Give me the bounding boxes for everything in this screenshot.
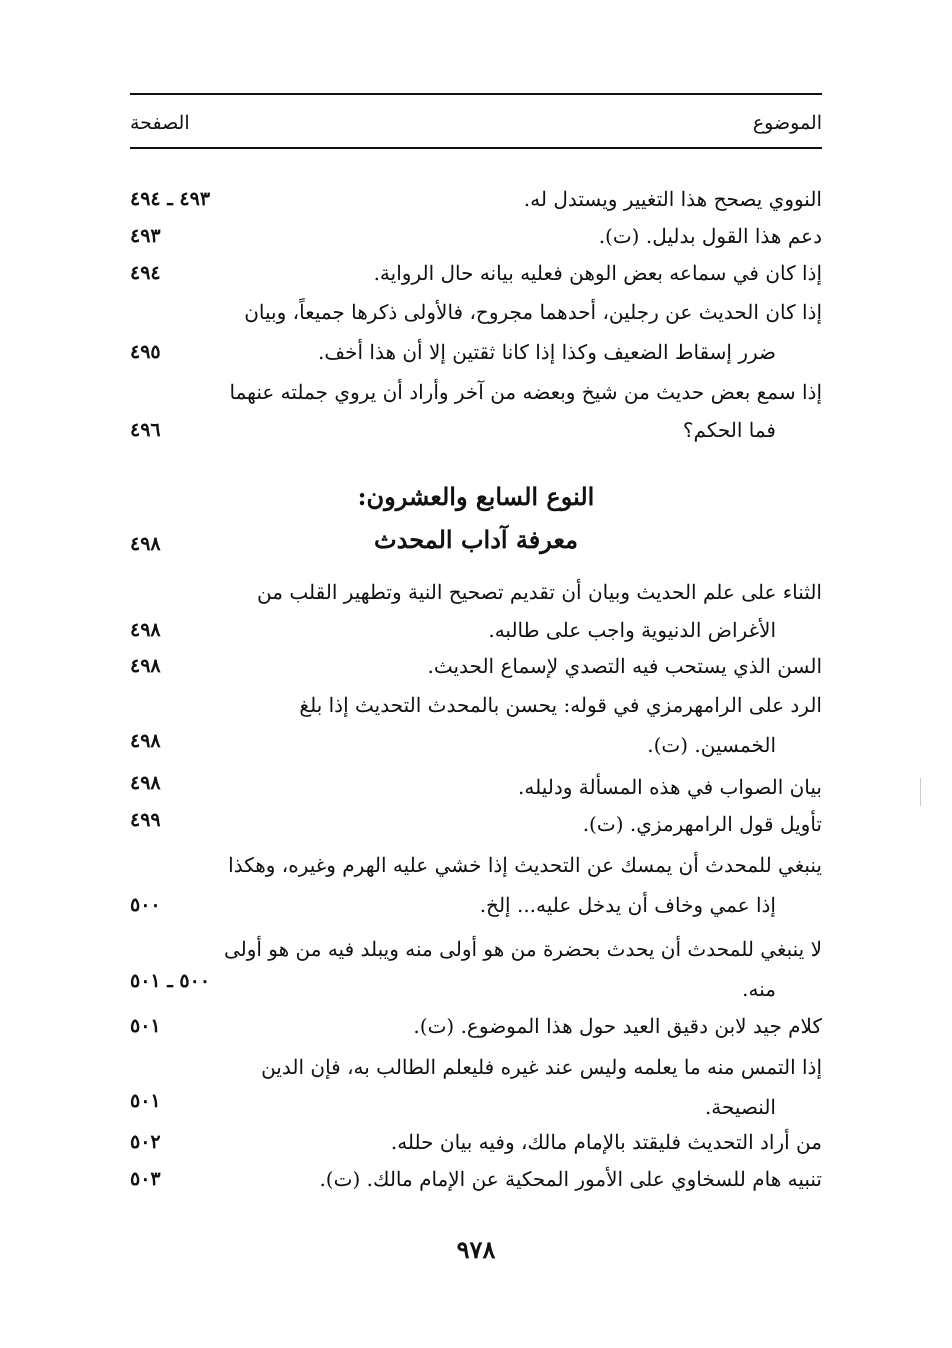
page-column-header: الصفحة — [130, 112, 190, 134]
entry-text-continuation: إذا عمي وخاف أن يدخل عليه... إلخ. — [479, 893, 776, 917]
entry-page-ref: ٥٠٠ — [130, 894, 161, 916]
top-rule — [130, 93, 822, 95]
entry-page-ref: ٤٩٣ — [130, 225, 161, 247]
entry-page-ref: ٤٩٥ — [130, 341, 161, 363]
header-rule — [130, 147, 822, 149]
entry-page-ref: ٤٩٩ — [130, 809, 161, 831]
entry-text: إذا التمس منه ما يعلمه وليس عند غيره فليعلم الطالب به، فإن الدين — [261, 1055, 822, 1079]
section-heading: النوع السابع والعشرون: — [357, 482, 595, 511]
entry-text: ينبغي للمحدث أن يمسك عن التحديث إذا خشي عليه الهرم وغيره، وهكذا — [228, 853, 822, 877]
entry-text: الرد على الرامهرمزي في قوله: يحسن بالمحدث التحديث إذا بلغ — [299, 693, 822, 717]
entry-text-continuation: النصيحة. — [704, 1095, 776, 1119]
entry-text: تنبيه هام للسخاوي على الأمور المحكية عن الإمام مالك. (ت). — [319, 1167, 822, 1191]
entry-text-continuation: الخمسين. (ت). — [647, 733, 776, 757]
entry-text: النووي يصحح هذا التغيير ويستدل له. — [523, 187, 822, 211]
entry-text: كلام جيد لابن دقيق العيد حول هذا الموضوع. (ت). — [413, 1014, 822, 1038]
entry-page-ref: ٥٠١ — [130, 1090, 161, 1112]
page-number: ٩٧٨ — [456, 1235, 496, 1264]
entry-page-ref: ٤٩٨ — [130, 730, 161, 752]
entry-text: لا ينبغي للمحدث أن يحدث بحضرة من هو أولى منه ويبلد فيه من هو أولى — [223, 937, 822, 961]
entry-text-continuation: ضرر إسقاط الضعيف وكذا إذا كانا ثقتين إلا أن هذا أخف. — [318, 340, 776, 364]
entry-text: دعم هذا القول بدليل. (ت). — [598, 224, 822, 248]
entry-page-ref: ٤٩٨ — [130, 772, 161, 794]
section-page-ref: ٤٩٨ — [130, 533, 161, 555]
entry-text-continuation: فما الحكم؟ — [682, 418, 776, 442]
entry-text: من أراد التحديث فليقتد بالإمام مالك، وفيه بيان حلله. — [390, 1130, 822, 1154]
subject-column-header: الموضوع — [752, 112, 822, 134]
entry-page-ref: ٥٠١ — [130, 1015, 161, 1037]
entry-text-continuation: منه. — [742, 977, 776, 1001]
entry-page-ref: ٥٠٠ ـ ٥٠١ — [130, 970, 211, 992]
entry-page-ref: ٤٩٤ — [130, 262, 161, 284]
entry-text-continuation: الأغراض الدنيوية واجب على طالبه. — [488, 618, 776, 642]
entry-text: إذا سمع بعض حديث من شيخ وبعضه من آخر وأراد أن يروي جملته عنهما — [229, 380, 822, 404]
entry-page-ref: ٤٩٣ ـ ٤٩٤ — [130, 188, 211, 210]
entry-text: إذا كان الحديث عن رجلين، أحدهما مجروح، فالأولى ذكرها جميعاً، وبيان — [244, 300, 822, 324]
entry-page-ref: ٤٩٦ — [130, 419, 161, 441]
entry-text: بيان الصواب في هذه المسألة ودليله. — [518, 775, 822, 799]
entry-text: السن الذي يستحب فيه التصدي لإسماع الحديث. — [427, 654, 822, 678]
entry-page-ref: ٤٩٨ — [130, 619, 161, 641]
section-title: معرفة آداب المحدث — [374, 525, 578, 554]
entry-page-ref: ٥٠٢ — [130, 1131, 161, 1153]
entry-page-ref: ٥٠٣ — [130, 1168, 161, 1190]
entry-text: الثناء على علم الحديث وبيان أن تقديم تصحيح النية وتطهير القلب من — [257, 580, 822, 604]
entry-page-ref: ٤٩٨ — [130, 655, 161, 677]
margin-mark — [920, 778, 921, 806]
entry-text: تأويل قول الرامهرمزي. (ت). — [582, 812, 822, 836]
entry-text: إذا كان في سماعه بعض الوهن فعليه بيانه حال الرواية. — [373, 261, 822, 285]
